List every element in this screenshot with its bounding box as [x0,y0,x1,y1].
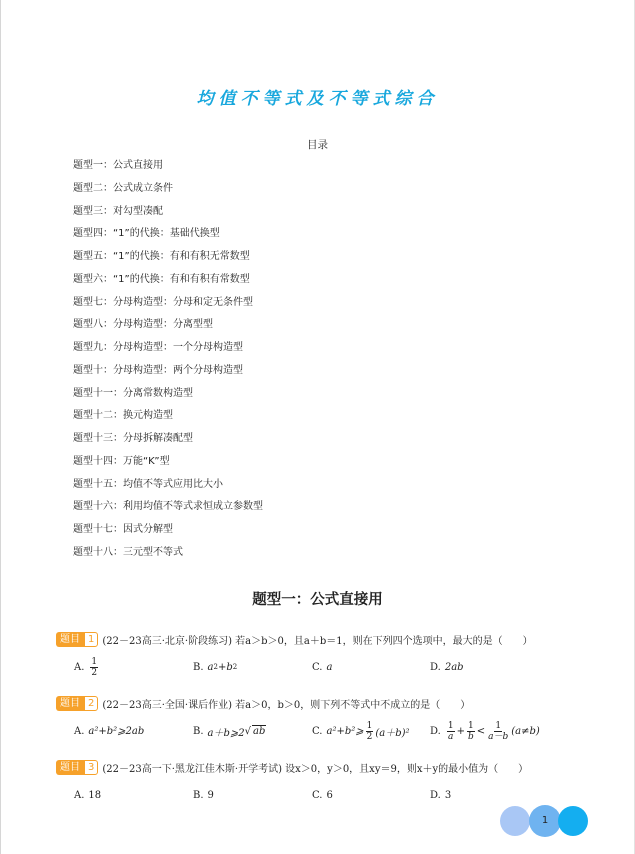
toc-item[interactable]: 题型七：分母构造型：分母和定无条件型 [73,296,253,308]
toc-item[interactable]: 题型十二：换元构造型 [73,410,173,422]
page-number-badge [500,805,590,837]
question-2 [56,694,596,744]
badge-circle-left [500,806,530,836]
toc-item[interactable]: 题型十七：因式分解型 [73,524,173,535]
math-var: b [226,661,233,673]
option-letter: C. [312,789,323,801]
math-expr: a²+b²⩾ [326,725,364,737]
fraction [447,721,455,742]
options [56,654,596,680]
option-letter: B. [193,725,204,737]
option-letter: D. [430,789,441,801]
fraction [366,721,374,742]
math-op: < [476,725,486,737]
toc-item[interactable]: 题型二：公式成立条件 [73,182,173,194]
option-a[interactable] [74,654,100,680]
toc-item[interactable]: 题型六：“1”的代换：有和有积有常数型 [73,273,250,285]
question-text: (22－23高一下·黑龙江佳木斯·开学考试) 设x＞0，y＞0，且xy＝9，则x＋y的最小值为（ ） [102,763,529,775]
question-tag [56,696,98,711]
math-op: + [217,661,227,673]
numerator: 1 [495,720,502,731]
question-text: (22－23高三·全国·课后作业) 若a＞0，b＞0，则下列不等式中不成立的是（ ） [102,699,471,711]
math-expr: (a≠b) [511,725,540,737]
exponent: 2 [213,663,218,671]
badge-circle-right [558,806,588,836]
option-b[interactable] [193,782,214,808]
option-d[interactable] [430,718,540,744]
option-value: 6 [326,789,333,801]
toc-item[interactable]: 题型十五：均值不等式应用比大小 [73,478,223,490]
question-stem [56,630,596,648]
option-d[interactable] [430,654,464,680]
option-c[interactable] [312,654,332,680]
toc-item[interactable]: 题型十：分母构造型：两个分母构造型 [73,364,243,376]
option-c[interactable] [312,718,410,744]
radicand: ab [253,726,266,737]
toc-item[interactable]: 题型十八：三元型不等式 [73,546,183,558]
option-d[interactable] [430,782,451,808]
denominator: b [467,731,474,742]
option-letter: D. [430,725,441,737]
question-tag-label: 题目 [56,696,84,711]
option-b[interactable] [193,654,237,680]
denominator: 2 [91,667,98,678]
numerator: 1 [447,720,454,731]
numerator: 1 [91,656,98,667]
page-edge-left [0,0,1,854]
option-letter: D. [430,661,441,673]
options [56,718,596,744]
math-expr: (a＋b)² [375,727,410,739]
option-value: 18 [88,789,102,801]
question-stem [56,758,596,776]
option-c[interactable] [312,782,333,808]
toc-item[interactable]: 题型十六：利用均值不等式求恒成立参数型 [73,501,263,513]
math-var: a [207,661,214,673]
toc-heading: 目录 [307,139,328,151]
question-tag-label: 题目 [56,760,84,775]
toc-item[interactable]: 题型八：分母构造型：分离型型 [73,319,213,331]
option-value: 9 [207,789,214,801]
toc-item[interactable]: 题型十四：万能“K”型 [73,455,170,467]
question-tag [56,760,98,775]
question-number: 3 [84,760,98,775]
toc-item[interactable]: 题型九：分母构造型：一个分母构造型 [73,342,243,353]
toc-item[interactable]: 题型十一：分离常数构造型 [73,387,193,399]
toc-item[interactable]: 题型十三：分母拆解凑配型 [73,433,193,444]
page-number: 1 [541,815,549,826]
math-expr: a [326,661,333,673]
option-letter: B. [193,789,204,801]
question-number: 2 [84,696,98,711]
section-title: 题型一：公式直接用 [252,592,383,608]
option-letter: A. [74,789,85,801]
option-letter: B. [193,661,204,673]
toc-item[interactable]: 题型五：“1”的代换：有和有积无常数型 [73,251,250,262]
question-stem [56,694,596,712]
option-a[interactable] [74,718,144,744]
denominator: a－b [488,731,509,742]
sqrt-sign: √ [244,725,252,737]
exponent: 2 [232,663,238,671]
math-op: + [456,725,465,737]
toc-item[interactable]: 题型一：公式直接用 [73,160,163,171]
question-number: 1 [84,632,98,647]
fraction [487,721,509,742]
denominator: a [448,731,454,742]
option-letter: C. [312,661,323,673]
table-of-contents [73,155,263,565]
option-a[interactable] [74,782,101,808]
denominator: 2 [366,731,373,742]
fraction [467,721,475,742]
question-1 [56,630,596,680]
toc-item[interactable]: 题型四：“1”的代换：基础代换型 [73,228,220,240]
numerator: 1 [467,720,474,731]
question-3 [56,758,596,808]
option-b[interactable] [193,718,266,744]
question-tag-label: 题目 [56,632,84,647]
option-letter: A. [74,661,85,673]
document-title: 均值不等式及不等式综合 [196,89,439,109]
option-value: 3 [444,789,452,801]
math-expr: a＋b⩾2 [207,727,245,739]
toc-item[interactable]: 题型三：对勾型凑配 [73,205,163,217]
numerator: 1 [366,720,373,731]
question-tag [56,632,98,647]
option-letter: A. [74,725,85,737]
math-expr: 2ab [444,661,464,673]
option-letter: C. [312,725,323,737]
fraction [90,657,98,678]
question-text: (22－23高三·北京·阶段练习) 若a＞b＞0，且a＋b＝1，则在下列四个选项中，最大的是（ ） [102,635,533,647]
math-expr: a²+b²⩾2ab [88,725,145,737]
